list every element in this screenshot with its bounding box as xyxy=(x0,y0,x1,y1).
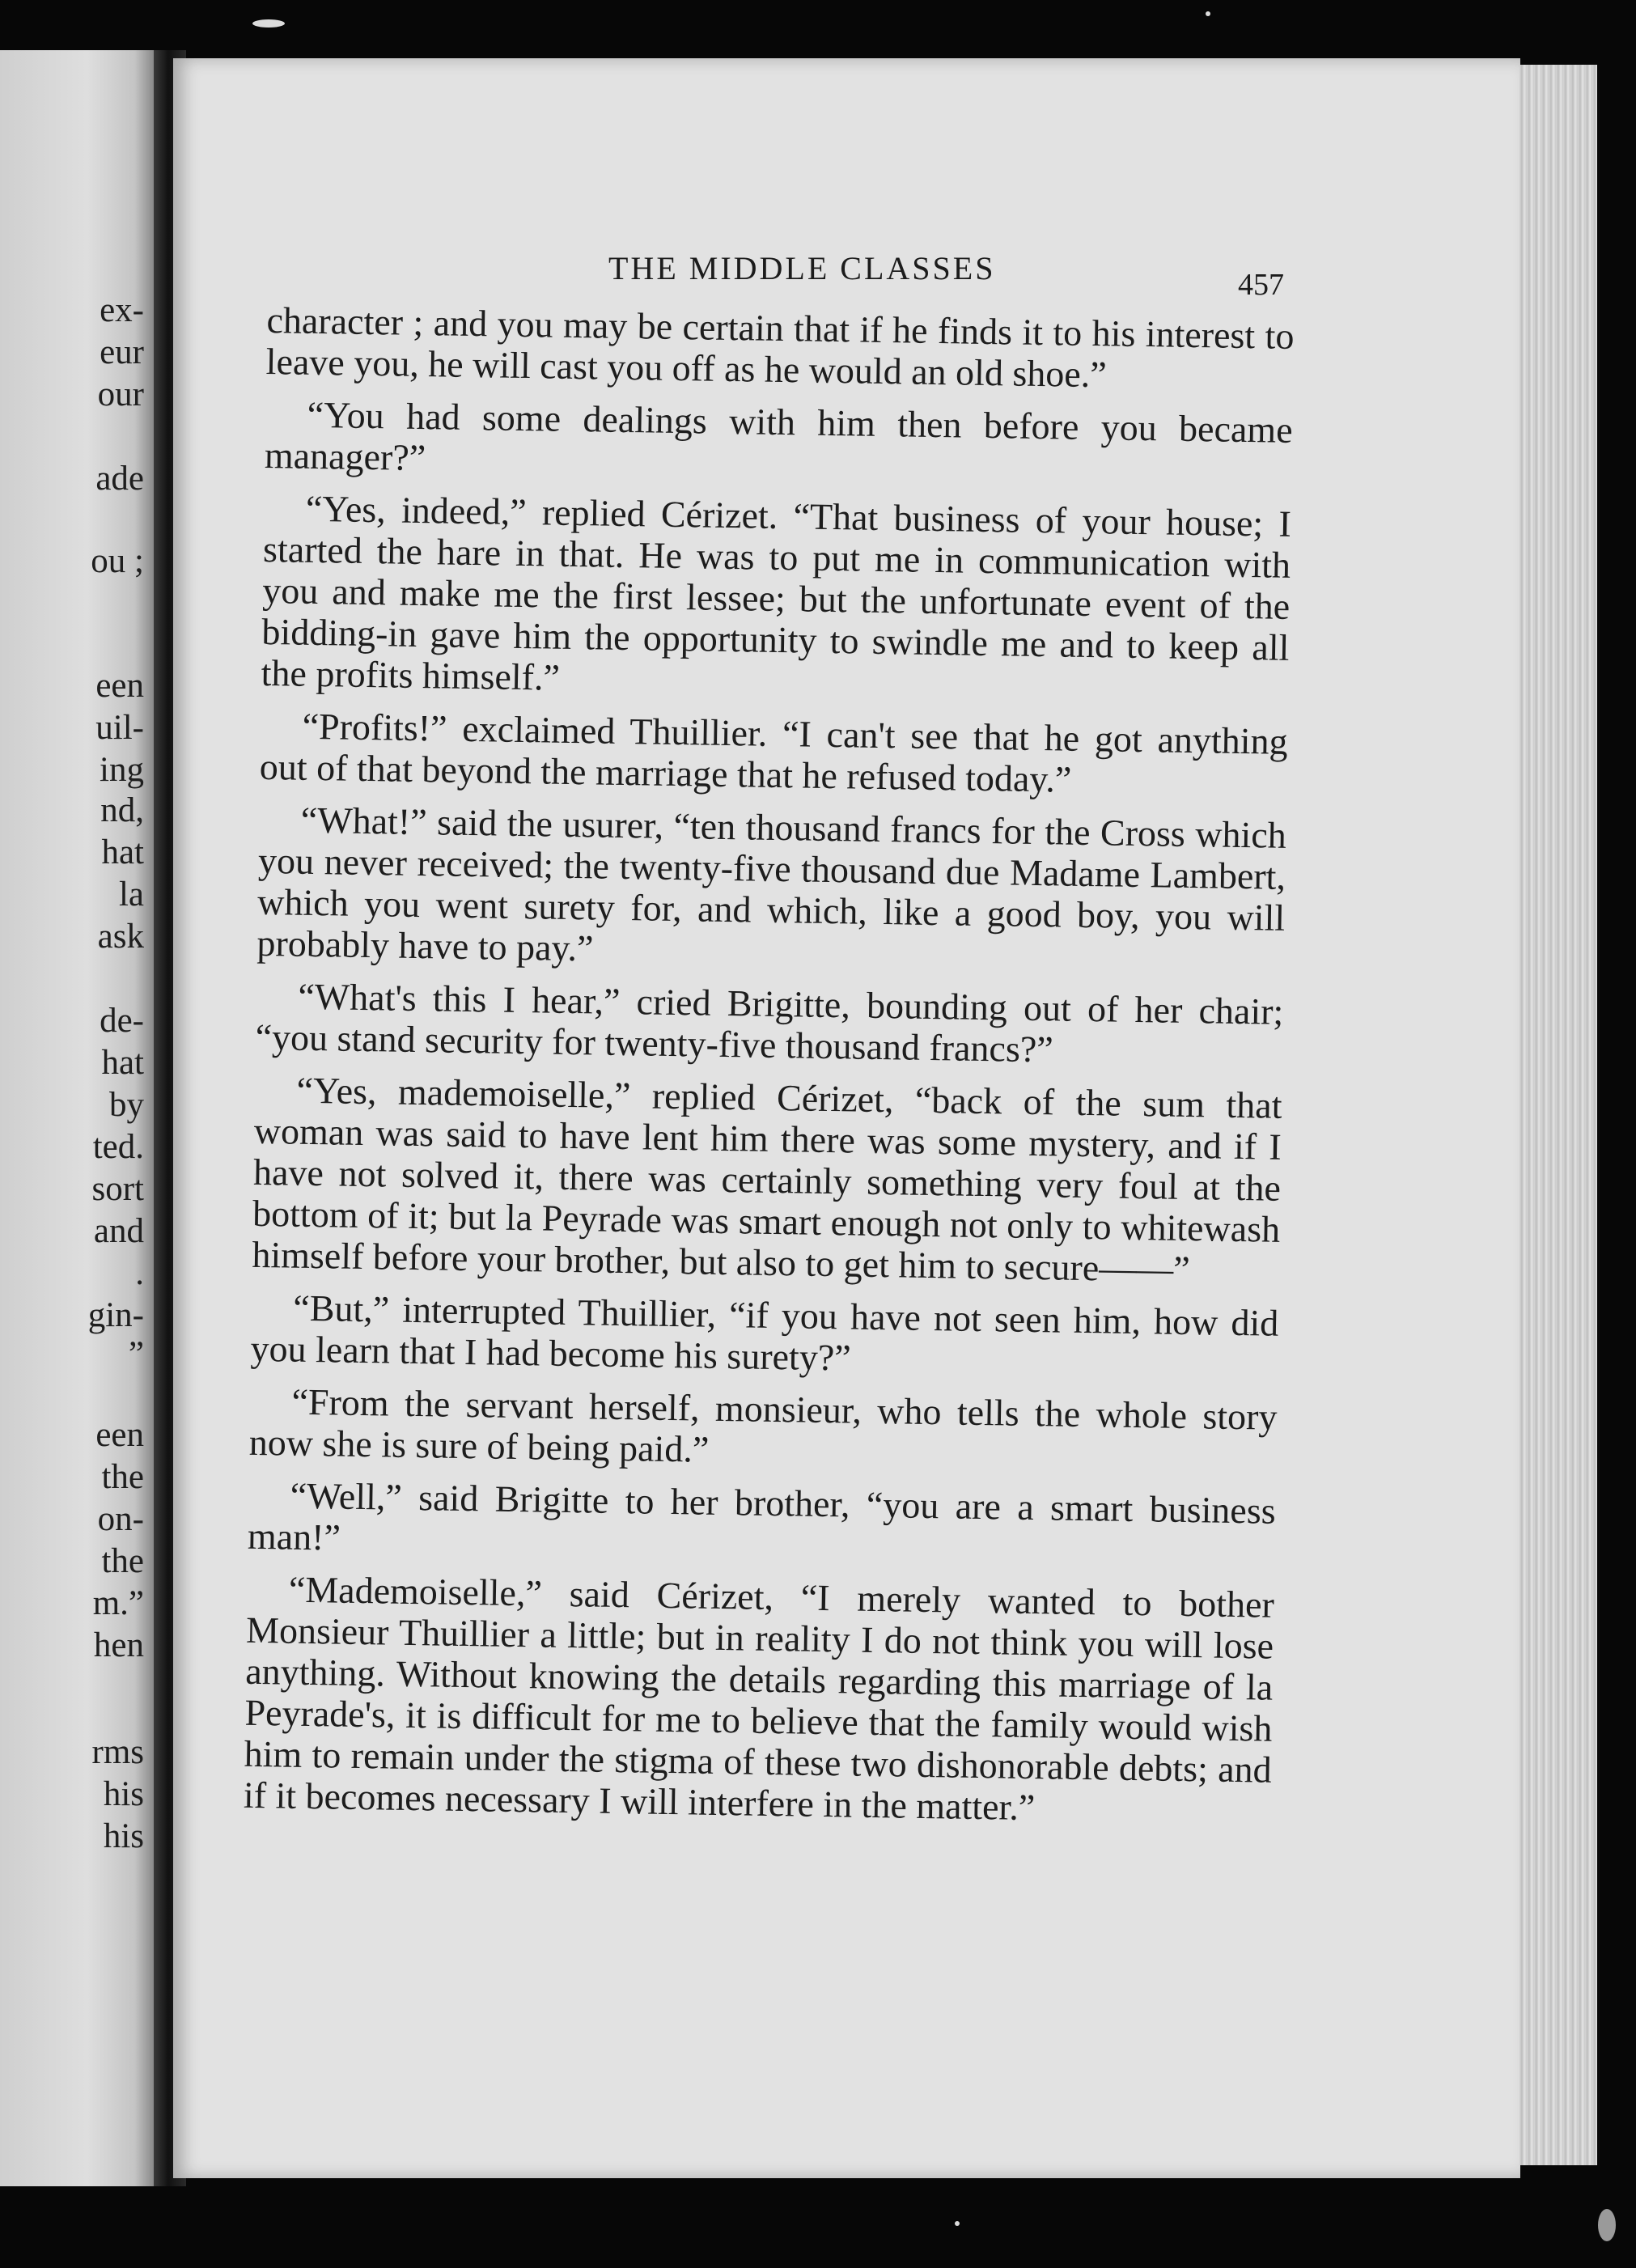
left-line-fragment: the xyxy=(101,1458,144,1496)
left-line-fragment: ex- xyxy=(100,291,144,329)
left-line-fragment: ” xyxy=(128,1335,144,1373)
paragraph: “From the servant herself, monsieur, who tells the whole story now she is sure of being paid.” xyxy=(248,1380,1278,1470)
scan-speck xyxy=(1206,11,1210,16)
left-line-fragment: the xyxy=(101,1542,144,1580)
paragraph: “You had some dealings with him then before you became manager?” xyxy=(264,393,1294,479)
left-line-fragment: on- xyxy=(97,1500,144,1538)
left-line-fragment: and xyxy=(93,1212,144,1250)
left-line-fragment: by xyxy=(109,1086,144,1124)
left-line-fragment: de- xyxy=(100,1002,144,1040)
left-line-fragment: hat xyxy=(101,1044,144,1082)
running-head: THE MIDDLE CLASSES xyxy=(608,250,996,286)
left-line-fragment: rms xyxy=(91,1733,144,1771)
page-number: 457 xyxy=(1238,268,1284,302)
paragraph: “Mademoiselle,” said Cérizet, “I merely wanted to bother Monsieur Thuillier a little; but in reality I do not think you will lose anything. Without knowing the details regarding this marriage of la Peyrade's, it is difficult for me to believe that the family would wish him to remain under the stigma of these two dishonorable debts; and if it becomes necessary I will interfere in the matter.” xyxy=(243,1568,1275,1829)
left-line-fragment: . xyxy=(135,1254,144,1292)
paragraph: “Yes, indeed,” replied Cérizet. “That business of your house; I started the hare in that. He was to put me in communication with you and make me the first lessee; but the unfortunate event of the bidding-in gave him the opportunity to swindle me and to keep all the profits himself.” xyxy=(261,487,1292,698)
left-line-fragment: een xyxy=(95,667,144,705)
left-page-fragment xyxy=(0,50,159,2186)
left-line-fragment: ade xyxy=(95,460,144,498)
left-line-fragment: een xyxy=(95,1416,144,1454)
paragraph: “Well,” said Brigitte to her brother, “you are a smart business man!” xyxy=(247,1474,1277,1558)
scan-speck xyxy=(252,19,285,28)
left-line-fragment: his xyxy=(103,1817,144,1855)
left-line-fragment: ou ; xyxy=(91,542,144,580)
left-line-fragment: uil- xyxy=(95,709,144,747)
left-line-fragment: hen xyxy=(93,1626,144,1664)
left-line-fragment: la xyxy=(118,875,144,914)
left-line-fragment: nd, xyxy=(100,791,144,829)
left-line-fragment: eur xyxy=(100,333,144,371)
left-line-fragment: his xyxy=(103,1775,144,1813)
left-line-fragment: ing xyxy=(100,751,144,789)
scan-speck xyxy=(955,2221,960,2226)
left-line-fragment: gin- xyxy=(87,1296,144,1334)
left-line-fragment: m.” xyxy=(92,1584,144,1622)
paragraph: “What!” said the usurer, “ten thousand francs for the Cross which you never received; the twenty-five thousand due Madame Lambert, which you went surety for, and which, like a good boy, you will probably have to pay.” xyxy=(256,799,1287,969)
left-line-fragment: our xyxy=(97,375,144,413)
paragraph: “But,” interrupted Thuillier, “if you have not seen him, how did you learn that I had become his surety?” xyxy=(250,1287,1279,1379)
left-line-fragment: sort xyxy=(91,1170,144,1208)
body-text xyxy=(244,299,1295,1832)
paragraph: “Yes, mademoiselle,” replied Cérizet, “back of the sum that woman was said to have lent him there was some mystery, and if I have not solved it, there was certainly something very foul at the bottom of it; but la Peyrade was smart enough not only to whitewash himself before your brother, but also to get him to secure——” xyxy=(252,1069,1282,1291)
left-line-fragment: ask xyxy=(97,918,144,956)
scan-speck xyxy=(1598,2209,1616,2241)
page-edges xyxy=(1519,65,1597,2165)
left-line-fragment: ted. xyxy=(92,1128,144,1166)
paragraph: “Profits!” exclaimed Thuillier. “I can't see that he got anything out of that beyond the marriage that he refused today.” xyxy=(259,705,1288,800)
paragraph: “What's this I hear,” cried Brigitte, bounding out of her chair; “you stand security for twenty-five thousand francs?” xyxy=(255,975,1284,1070)
left-line-fragment: hat xyxy=(101,833,144,871)
paragraph: character ; and you may be certain that if he finds it to his interest to leave you, he will cast you off as he would an old shoe.” xyxy=(265,299,1295,396)
